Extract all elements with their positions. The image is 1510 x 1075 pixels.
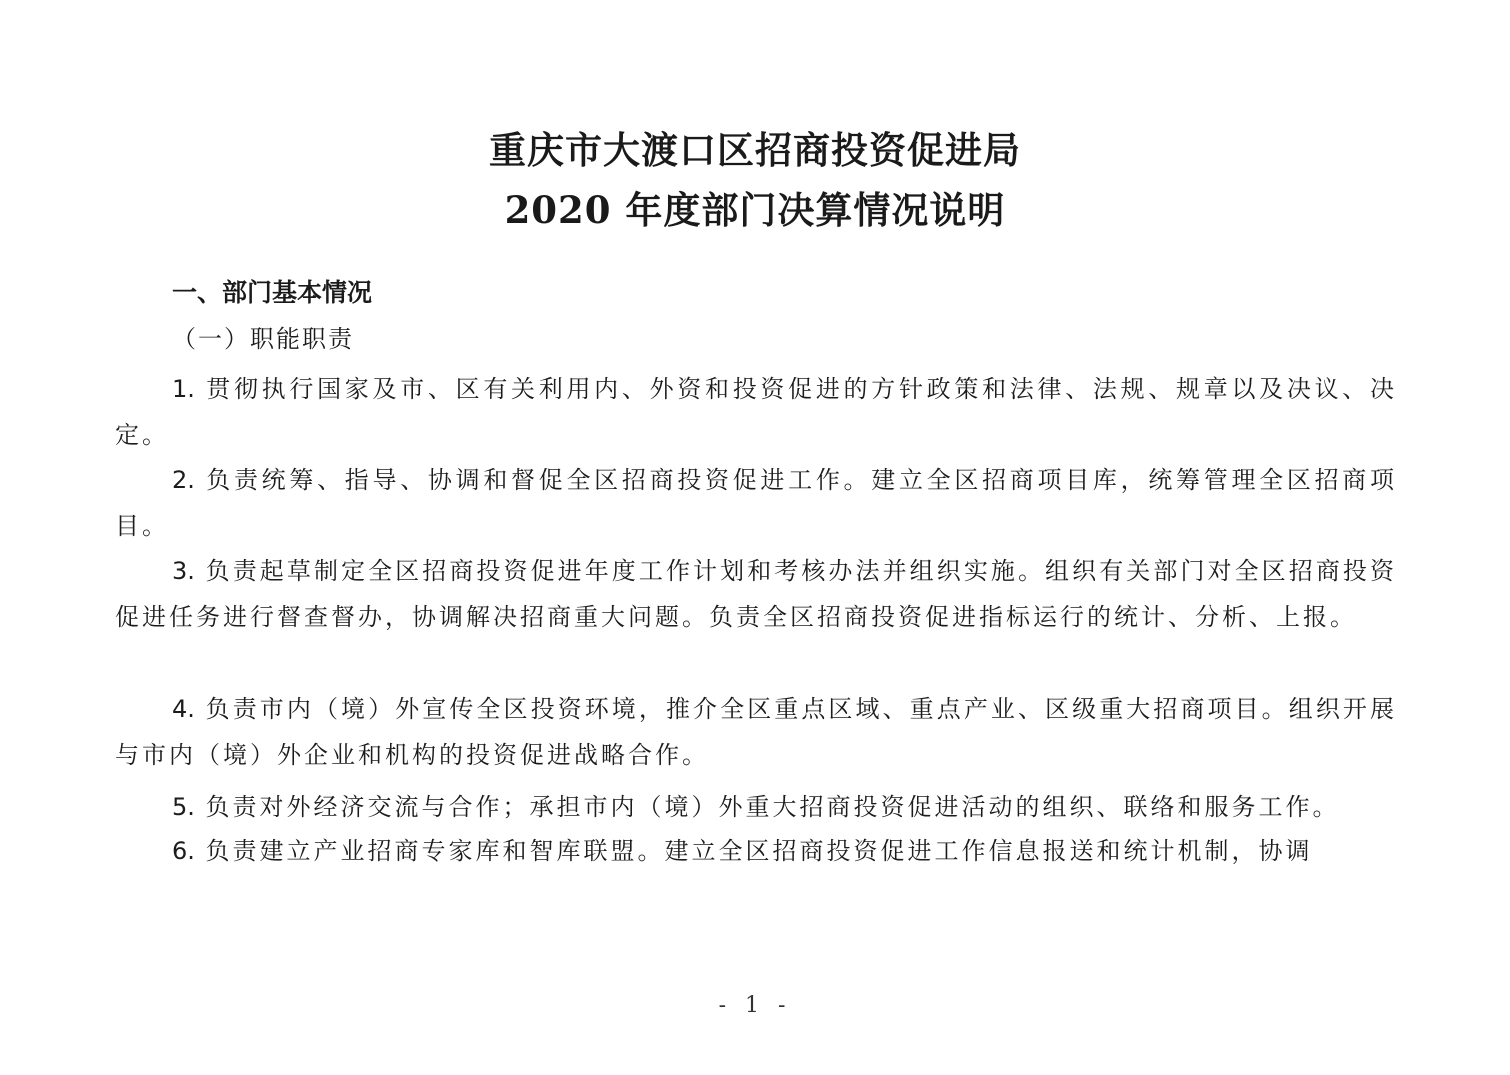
paragraph-number: 3. bbox=[172, 557, 195, 585]
paragraph-text: 负责对外经济交流与合作；承担市内（境）外重大招商投资促进活动的组织、联络和服务工作。 bbox=[205, 793, 1340, 821]
paragraph-6 bbox=[115, 828, 1397, 874]
paragraph-number: 1. bbox=[172, 375, 195, 403]
paragraph-3 bbox=[115, 548, 1397, 640]
paragraph-text: 负责市内（境）外宣传全区投资环境，推介全区重点区域、重点产业、区级重大招商项目。组织开展与市内（境）外企业和机构的投资促进战略合作。 bbox=[115, 695, 1397, 769]
section-heading: 一、部门基本情况 bbox=[172, 278, 373, 307]
paragraph-number: 2. bbox=[172, 466, 195, 494]
paragraph-text: 负责统筹、指导、协调和督促全区招商投资促进工作。建立全区招商项目库，统筹管理全区招商项目。 bbox=[115, 466, 1397, 540]
document-title-line-2: 2020 年度部门决算情况说明 bbox=[504, 188, 1006, 232]
paragraph-1 bbox=[115, 366, 1397, 458]
paragraph-text: 负责起草制定全区招商投资促进年度工作计划和考核办法并组织实施。组织有关部门对全区招商投资促进任务进行督查督办，协调解决招商重大问题。负责全区招商投资促进指标运行的统计、分析、上报。 bbox=[115, 557, 1397, 631]
paragraph-2 bbox=[115, 457, 1397, 549]
paragraph-number: 4. bbox=[172, 695, 195, 723]
paragraph-text: 贯彻执行国家及市、区有关利用内、外资和投资促进的方针政策和法律、法规、规章以及决议、决定。 bbox=[115, 375, 1397, 449]
document-title-line-1: 重庆市大渡口区招商投资促进局 bbox=[489, 128, 1021, 172]
paragraph-number: 6. bbox=[172, 837, 195, 865]
page-number: - 1 - bbox=[718, 993, 792, 1018]
subsection-heading: （一）职能职责 bbox=[172, 325, 354, 353]
paragraph-4 bbox=[115, 686, 1397, 778]
paragraph-text: 负责建立产业招商专家库和智库联盟。建立全区招商投资促进工作信息报送和统计机制，协调 bbox=[205, 837, 1313, 865]
paragraph-5 bbox=[115, 784, 1397, 830]
paragraph-number: 5. bbox=[172, 793, 195, 821]
